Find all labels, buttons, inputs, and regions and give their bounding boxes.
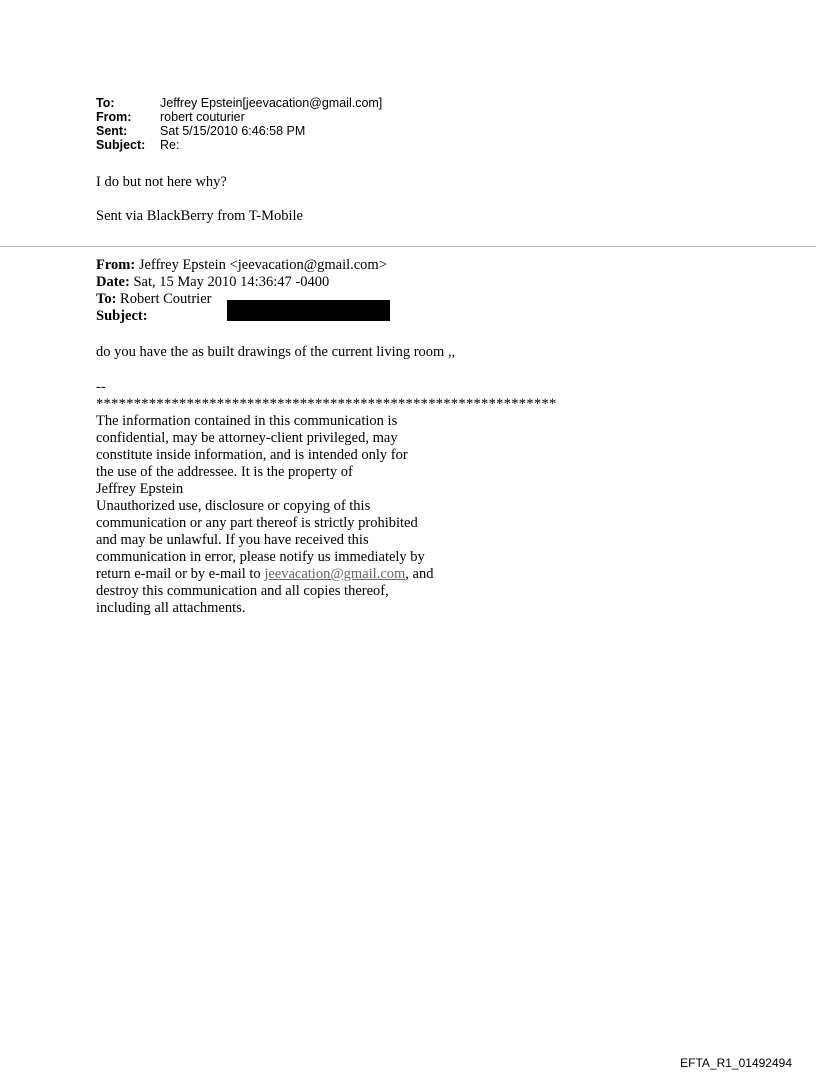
disclaimer-line: Jeffrey Epstein <box>96 481 184 497</box>
to-label: To: <box>96 96 115 110</box>
signature-separator: -- <box>96 379 106 395</box>
disclaimer-line: Unauthorized use, disclosure or copying of this <box>96 498 371 514</box>
quoted-date-label: Date: <box>96 274 130 290</box>
quoted-subject-row <box>96 308 716 325</box>
disclaimer-line: destroy this communication and all copies thereof, <box>96 583 389 599</box>
disclaimer-line: communication or any part thereof is strictly prohibited <box>96 515 418 531</box>
email-header <box>96 96 382 152</box>
subject-value: Re: <box>160 138 180 152</box>
disclaimer-line: confidential, may be attorney-client privileged, may <box>96 430 398 446</box>
from-label: From: <box>96 110 132 124</box>
email-link[interactable]: jeevacation@gmail.com <box>264 566 406 582</box>
quoted-from-row <box>96 257 716 274</box>
quoted-to-value: Robert Coutrier <box>116 291 212 307</box>
quoted-subject-label: Subject: <box>96 308 148 324</box>
subject-label: Subject: <box>96 138 146 152</box>
reply-signature: Sent via BlackBerry from T-Mobile <box>96 208 303 224</box>
header-from-row <box>96 110 382 124</box>
disclaimer-line: the use of the addressee. It is the property of <box>96 464 353 480</box>
quoted-body: do you have the as built drawings of the current living room ,, <box>96 344 456 360</box>
sent-value: Sat 5/15/2010 6:46:58 PM <box>160 124 306 138</box>
quoted-to-label: To: <box>96 291 117 307</box>
from-value: robert couturier <box>160 110 245 124</box>
sent-label: Sent: <box>96 124 128 138</box>
confidentiality-disclaimer <box>96 413 496 617</box>
asterisk-rule: ************************************************************* <box>96 396 557 412</box>
disclaimer-line: constitute inside information, and is intended only for <box>96 447 408 463</box>
disclaimer-line: The information contained in this communication is <box>96 413 398 429</box>
disclaimer-line: including all attachments. <box>96 600 246 616</box>
reply-text: I do but not here why? <box>96 174 227 190</box>
quoted-to-row <box>96 291 716 308</box>
disclaimer-line: and may be unlawful. If you have received this <box>96 532 369 548</box>
quoted-message <box>96 257 716 617</box>
disclaimer-line: communication in error, please notify us immediately by <box>96 549 425 565</box>
message-divider <box>0 246 816 247</box>
reply-body <box>96 174 303 225</box>
header-subject-row <box>96 138 382 152</box>
quoted-from-value: Jeffrey Epstein <jeevacation@gmail.com> <box>135 257 387 273</box>
header-sent-row <box>96 124 382 138</box>
header-to-row <box>96 96 382 110</box>
quoted-from-label: From: <box>96 257 136 273</box>
redaction-box <box>227 300 390 321</box>
quoted-date-row <box>96 274 716 291</box>
disclaimer-link-line <box>96 566 496 583</box>
disclaimer-link-prefix: return e-mail or by e-mail to <box>96 566 265 582</box>
quoted-date-value: Sat, 15 May 2010 14:36:47 -0400 <box>129 274 330 290</box>
document-id: EFTA_R1_01492494 <box>680 1056 792 1070</box>
disclaimer-link-suffix: , and <box>405 566 434 582</box>
to-value: Jeffrey Epstein[jeevacation@gmail.com] <box>160 96 383 110</box>
